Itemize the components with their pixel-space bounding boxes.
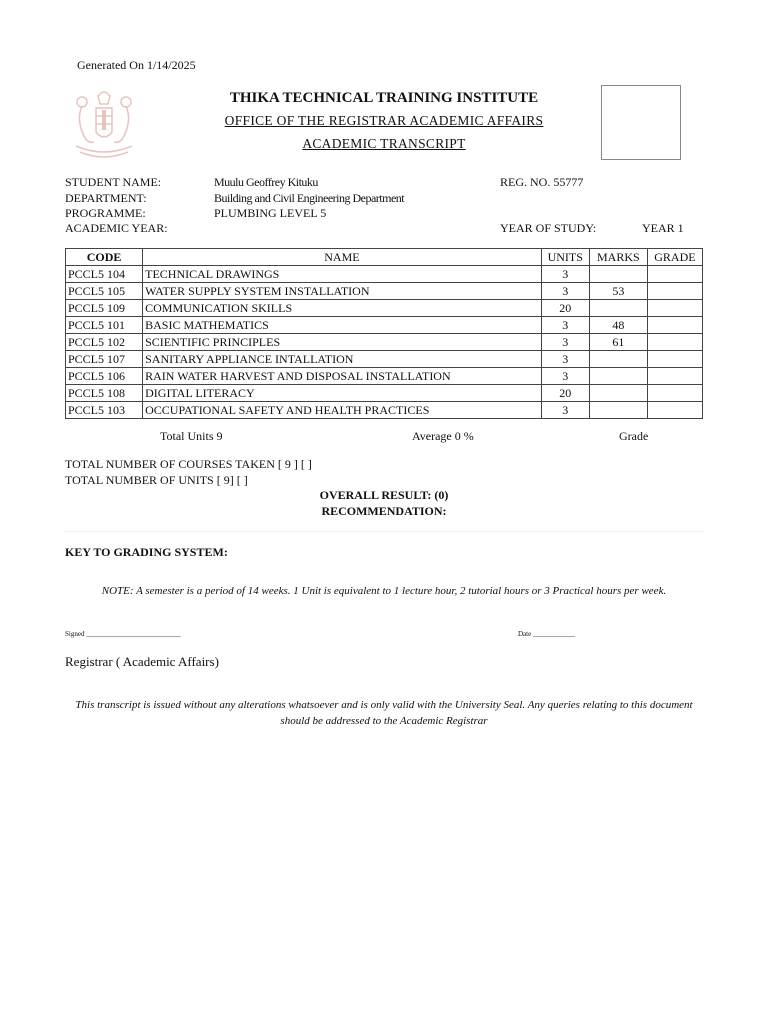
course-grade <box>647 385 702 402</box>
course-name: BASIC MATHEMATICS <box>143 317 542 334</box>
table-row <box>66 385 703 402</box>
column-header-name: NAME <box>143 249 542 266</box>
course-name: WATER SUPPLY SYSTEM INSTALLATION <box>143 283 542 300</box>
course-marks <box>589 402 647 419</box>
course-name: TECHNICAL DRAWINGS <box>143 266 542 283</box>
course-marks <box>589 351 647 368</box>
course-name: SCIENTIFIC PRINCIPLES <box>143 334 542 351</box>
course-units: 3 <box>541 334 589 351</box>
document-title: ACADEMIC TRANSCRIPT <box>302 136 466 151</box>
recommendation: RECOMMENDATION: <box>321 504 447 518</box>
course-name: SANITARY APPLIANCE INTALLATION <box>143 351 542 368</box>
table-row <box>66 283 703 300</box>
course-code: PCCL5 103 <box>66 402 143 419</box>
reg-number: REG. NO. 55777 <box>500 175 584 189</box>
grades-table <box>65 248 703 419</box>
course-units: 3 <box>541 351 589 368</box>
generated-date: Generated On 1/14/2025 <box>77 58 196 72</box>
column-header-units: UNITS <box>541 249 589 266</box>
average-summary: Average 0 % <box>412 429 474 443</box>
programme-label: PROGRAMME: <box>65 206 146 220</box>
grading-key-heading: KEY TO GRADING SYSTEM: <box>65 545 228 559</box>
course-units: 20 <box>541 300 589 317</box>
course-units: 3 <box>541 317 589 334</box>
course-grade <box>647 283 702 300</box>
course-marks <box>589 385 647 402</box>
programme: PLUMBING LEVEL 5 <box>214 206 327 220</box>
course-units: 3 <box>541 283 589 300</box>
department: Building and Civil Engineering Department <box>214 191 405 205</box>
course-grade <box>647 334 702 351</box>
course-marks <box>589 300 647 317</box>
institution-name: THIKA TECHNICAL TRAINING INSTITUTE <box>229 90 539 106</box>
overall-result: OVERALL RESULT: (0) <box>319 488 449 502</box>
grade-summary: Grade <box>619 429 649 443</box>
course-code: PCCL5 101 <box>66 317 143 334</box>
course-units: 20 <box>541 385 589 402</box>
course-grade <box>647 317 702 334</box>
year-of-study: YEAR 1 <box>642 221 684 235</box>
table-row <box>66 351 703 368</box>
table-row <box>66 266 703 283</box>
office-name: OFFICE OF THE REGISTRAR ACADEMIC AFFAIRS <box>224 113 544 128</box>
semester-note: NOTE: A semester is a period of 14 weeks. 1 Unit is equivalent to 1 lecture hour, 2 tutorial hours or 3 Practical hours per week. <box>101 585 667 597</box>
course-code: PCCL5 107 <box>66 351 143 368</box>
validity-footer: This transcript is issued without any alterations whatsoever and is only valid with the University Seal. Any queries relating to this document should be addressed to the Academic Registrar <box>75 699 693 727</box>
table-row <box>66 334 703 351</box>
course-marks: 61 <box>589 334 647 351</box>
course-marks: 48 <box>589 317 647 334</box>
total-units-summary: Total Units 9 <box>160 429 223 443</box>
course-name: OCCUPATIONAL SAFETY AND HEALTH PRACTICES <box>143 402 542 419</box>
column-header-code: CODE <box>66 249 143 266</box>
academic-year-label: ACADEMIC YEAR: <box>65 221 168 235</box>
course-code: PCCL5 105 <box>66 283 143 300</box>
divider <box>65 531 703 532</box>
course-code: PCCL5 109 <box>66 300 143 317</box>
table-row <box>66 317 703 334</box>
total-courses-taken: TOTAL NUMBER OF COURSES TAKEN [ 9 ] [ ] <box>65 457 312 471</box>
course-code: PCCL5 102 <box>66 334 143 351</box>
table-row <box>66 402 703 419</box>
date-line: Date ____________ <box>518 630 575 638</box>
column-header-marks: MARKS <box>589 249 647 266</box>
course-units: 3 <box>541 402 589 419</box>
course-marks <box>589 266 647 283</box>
course-grade <box>647 351 702 368</box>
course-name: COMMUNICATION SKILLS <box>143 300 542 317</box>
student-name: Muulu Geoffrey Kituku <box>214 175 318 189</box>
total-units: TOTAL NUMBER OF UNITS [ 9] [ ] <box>65 473 248 487</box>
course-code: PCCL5 108 <box>66 385 143 402</box>
course-grade <box>647 266 702 283</box>
course-marks <box>589 368 647 385</box>
course-units: 3 <box>541 266 589 283</box>
student-name-label: STUDENT NAME: <box>65 175 162 189</box>
course-grade <box>647 300 702 317</box>
course-units: 3 <box>541 368 589 385</box>
column-header-grade: GRADE <box>647 249 702 266</box>
year-of-study-label: YEAR OF STUDY: <box>500 221 597 235</box>
signed-line: Signed ___________________________ <box>65 630 181 638</box>
course-code: PCCL5 106 <box>66 368 143 385</box>
table-row <box>66 368 703 385</box>
department-label: DEPARTMENT: <box>65 191 147 205</box>
table-row <box>66 300 703 317</box>
registrar-title: Registrar ( Academic Affairs) <box>65 654 219 669</box>
course-grade <box>647 368 702 385</box>
course-name: DIGITAL LITERACY <box>143 385 542 402</box>
course-marks: 53 <box>589 283 647 300</box>
table-header-row <box>66 249 703 266</box>
course-code: PCCL5 104 <box>66 266 143 283</box>
course-name: RAIN WATER HARVEST AND DISPOSAL INSTALLATION <box>143 368 542 385</box>
course-grade <box>647 402 702 419</box>
